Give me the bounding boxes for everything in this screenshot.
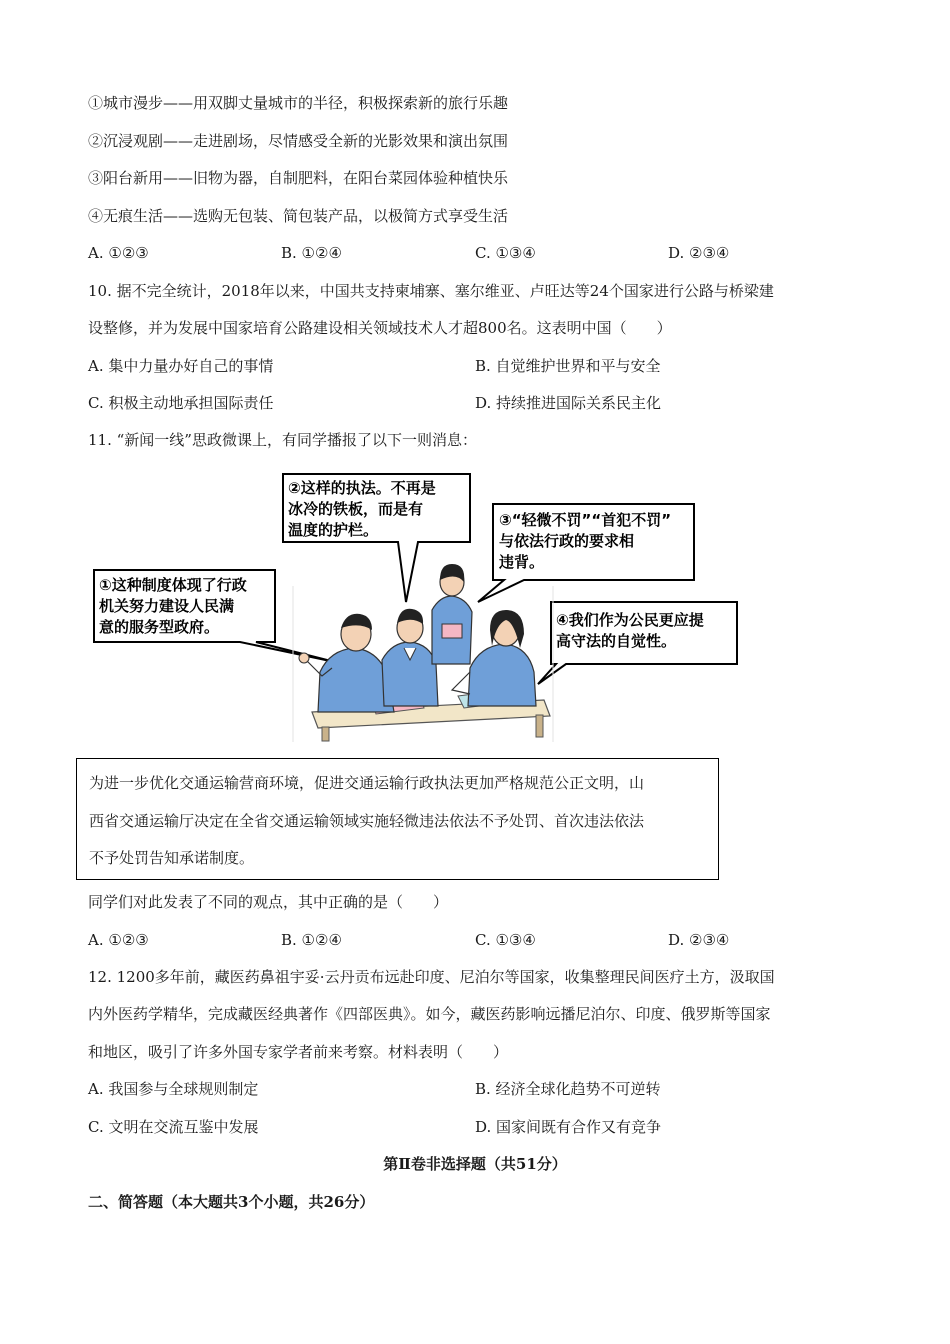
- bubble-2-line-2: 冰冷的铁板，而是有: [288, 500, 424, 518]
- bubble-4-line-1: ④我们作为公民更应提: [556, 611, 704, 629]
- q12-stem-line2: 内外医药学精华，完成藏医经典著作《四部医典》。如今，藏医药影响远播尼泊尔、印度、俄罗斯等国家: [88, 1005, 771, 1023]
- q12-stem-line1: 12. 1200多年前，藏医药鼻祖宇妥·云丹贡布远赴印度、尼泊尔等国家，收集整理民间医疗土方，汲取国: [88, 968, 775, 986]
- bubble-1-text: [99, 575, 247, 638]
- q9-option-c: C. ①③④: [475, 244, 536, 262]
- bubble-1-line-1: ①这种制度体现了行政: [99, 576, 247, 594]
- q12-options-row2: [88, 1117, 878, 1137]
- q12-option-d: D. 国家间既有合作又有竞争: [475, 1118, 662, 1136]
- q11-question: 同学们对此发表了不同的观点，其中正确的是（ ）: [88, 893, 449, 911]
- bubble-1-line-3: 意的服务型政府。: [99, 618, 220, 636]
- q11-option-c: C. ①③④: [475, 931, 536, 949]
- bubble-3-line-2: 与依法行政的要求相: [499, 532, 635, 550]
- q11-material-line-1: 为进一步优化交通运输营商环境，促进交通运输行政执法更加严格规范公正文明，山: [89, 774, 645, 792]
- q10-stem-line1: 10. 据不完全统计，2018年以来，中国共支持柬埔寨、塞尔维亚、卢旺达等24个国家进行公路与桥梁建: [88, 282, 774, 300]
- q9-item-4: ④无痕生活——选购无包装、简包装产品，以极简方式享受生活: [88, 207, 509, 225]
- q9-option-b: B. ①②④: [281, 244, 342, 262]
- bubble-2-line-3: 温度的护栏。: [288, 521, 379, 539]
- bubble-1-line-2: 机关努力建设人民满: [99, 597, 235, 615]
- q11-stem: 11. “新闻一线”思政微课上，有同学播报了以下一则消息：: [88, 431, 477, 449]
- q10-option-b: B. 自觉维护世界和平与安全: [475, 357, 661, 375]
- bubble-2-text: [288, 478, 436, 541]
- q12-options-row1: [88, 1079, 878, 1099]
- bubble-4-line-2: 高守法的自觉性。: [556, 632, 677, 650]
- q9-option-a: A. ①②③: [88, 244, 149, 262]
- q11-options: [88, 930, 878, 950]
- q12-option-c: C. 文明在交流互鉴中发展: [88, 1118, 259, 1136]
- q9-option-d: D. ②③④: [668, 244, 730, 262]
- bubble-3-line-1: ③“轻微不罚”“首犯不罚”: [499, 511, 672, 529]
- q12-stem-line3: 和地区，吸引了许多外国专家学者前来考察。材料表明（ ）: [88, 1043, 509, 1061]
- q10-option-d: D. 持续推进国际关系民主化: [475, 394, 662, 412]
- q10-option-c: C. 积极主动地承担国际责任: [88, 394, 274, 412]
- q11-material-line-2: 西省交通运输厅决定在全省交通运输领域实施轻微违法依法不予处罚、首次违法依法: [89, 812, 645, 830]
- part2-title: 第Ⅱ卷非选择题（共51分）: [383, 1155, 567, 1173]
- section-heading: 二、简答题（本大题共3个小题，共26分）: [88, 1193, 375, 1211]
- q12-option-b: B. 经济全球化趋势不可逆转: [475, 1080, 661, 1098]
- q11-option-d: D. ②③④: [668, 931, 730, 949]
- q12-option-a: A. 我国参与全球规则制定: [88, 1080, 259, 1098]
- q11-option-a: A. ①②③: [88, 931, 149, 949]
- q11-option-b: B. ①②④: [281, 931, 342, 949]
- q9-item-3: ③阳台新用——旧物为器，自制肥料，在阳台菜园体验种植快乐: [88, 169, 509, 187]
- bubble-4-text: [556, 610, 704, 652]
- q10-stem-line2: 设整修，并为发展中国家培育公路建设相关领域技术人才超800名。这表明中国（ ）: [88, 319, 672, 337]
- bubble-3-line-3: 违背。: [499, 553, 545, 571]
- students-drawing: [293, 564, 553, 742]
- q9-item-2: ②沉浸观剧——走进剧场，尽情感受全新的光影效果和演出氛围: [88, 132, 509, 150]
- bubble-2-line-1: ②这样的执法。不再是: [288, 479, 436, 497]
- q9-item-1: ①城市漫步——用双脚丈量城市的半径，积极探索新的旅行乐趣: [88, 94, 509, 112]
- q10-option-a: A. 集中力量办好自己的事情: [88, 357, 274, 375]
- q11-material-box: [76, 758, 719, 880]
- q11-material-line-3: 不予处罚告知承诺制度。: [89, 849, 255, 867]
- bubble-3-text: [499, 510, 671, 573]
